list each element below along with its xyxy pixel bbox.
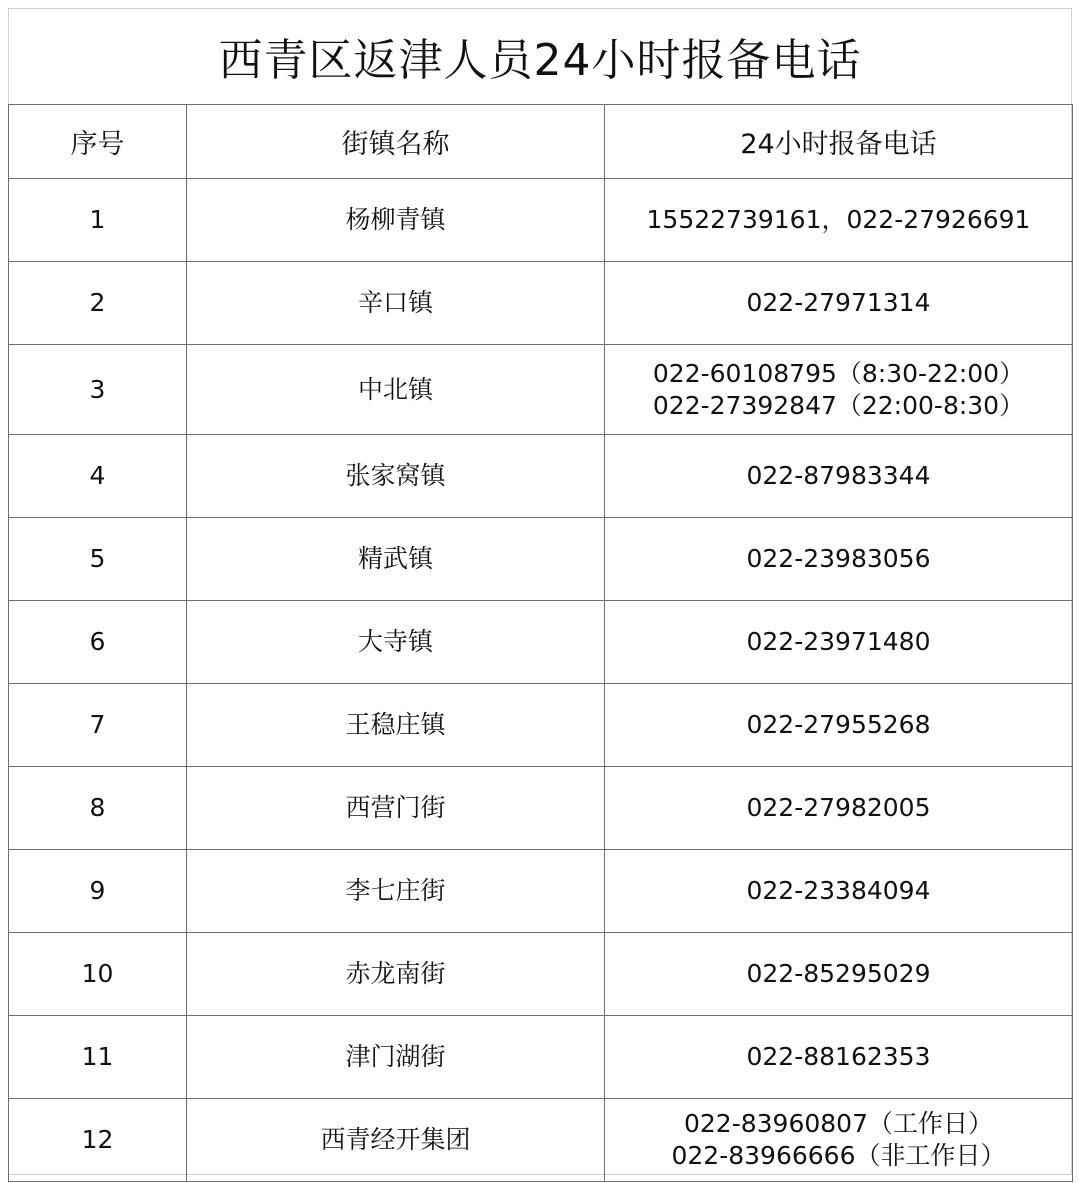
phone-number: 15522739161，022-27926691 [646,205,1031,234]
phone-number: 022-23384094 [746,876,931,905]
town-name: 杨柳青镇 [187,179,605,262]
phone-cell [605,933,1073,1016]
town-name: 张家窝镇 [187,435,605,518]
table-header-row [9,105,1073,179]
row-number: 6 [9,601,187,684]
row-number: 2 [9,262,187,345]
town-name: 李七庄街 [187,850,605,933]
row-number: 3 [9,345,187,435]
phone-number: 022-27971314 [746,288,931,317]
phone-cell [605,684,1073,767]
phone-cell [605,518,1073,601]
header-town-name: 街镇名称 [187,105,605,179]
town-name: 赤龙南街 [187,933,605,1016]
phone-number: 022-23971480 [746,627,931,656]
table-row [9,262,1073,345]
phone-cell [605,601,1073,684]
phone-number: 022-27982005 [746,793,931,822]
phone-cell [605,179,1073,262]
header-serial-number: 序号 [9,105,187,179]
row-number: 8 [9,767,187,850]
town-name: 西青经开集团 [187,1099,605,1182]
town-name: 王稳庄镇 [187,684,605,767]
table-row [9,684,1073,767]
town-name: 津门湖街 [187,1016,605,1099]
row-number: 7 [9,684,187,767]
phone-cell [605,262,1073,345]
phone-cell [605,435,1073,518]
row-number: 11 [9,1016,187,1099]
town-name: 大寺镇 [187,601,605,684]
row-number: 1 [9,179,187,262]
table-row [9,435,1073,518]
phone-cell [605,767,1073,850]
phone-cell [605,1099,1073,1182]
town-name: 辛口镇 [187,262,605,345]
phone-number: 022-83960807（工作日） [684,1109,993,1138]
table-row [9,179,1073,262]
phone-number: 022-27955268 [746,710,931,739]
page-title: 西青区返津人员24小时报备电话 [218,35,862,86]
row-number: 10 [9,933,187,1016]
town-name: 精武镇 [187,518,605,601]
phone-number: 022-85295029 [746,959,931,988]
table-row [9,518,1073,601]
town-name: 西营门街 [187,767,605,850]
hotline-table [8,104,1073,1182]
table-row [9,933,1073,1016]
header-hotline: 24小时报备电话 [605,105,1073,179]
phone-number: 022-88162353 [746,1042,931,1071]
row-number: 5 [9,518,187,601]
town-name: 中北镇 [187,345,605,435]
table-row [9,850,1073,933]
phone-cell [605,345,1073,435]
table-row [9,1099,1073,1182]
row-number: 4 [9,435,187,518]
phone-number: 022-27392847（22:00-8:30） [652,390,1025,420]
table-row [9,601,1073,684]
row-number: 9 [9,850,187,933]
phone-cell [605,850,1073,933]
table-row [9,767,1073,850]
phone-number: 022-23983056 [746,544,931,573]
table-row [9,345,1073,435]
phone-cell [605,1016,1073,1099]
phone-number: 022-60108795（8:30-22:00） [652,358,1025,388]
phone-number: 022-83966666（非工作日） [671,1141,1006,1170]
row-number: 12 [9,1099,187,1182]
table-row [9,1016,1073,1099]
phone-number: 022-87983344 [746,461,931,490]
